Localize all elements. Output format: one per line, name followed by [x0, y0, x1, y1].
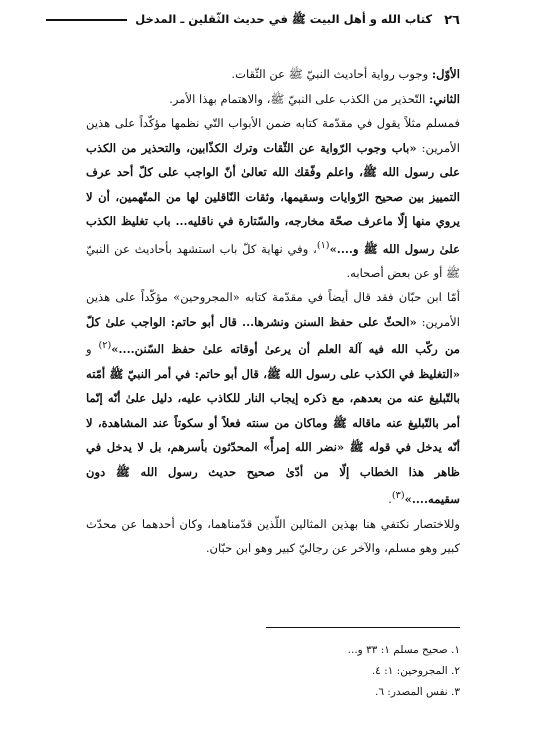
footnote-ref-3: (٣) — [391, 490, 405, 502]
paragraph-muslim — [86, 111, 460, 285]
header-rule — [46, 19, 127, 21]
paragraph-first-point — [86, 62, 460, 87]
quotation: «باب وجوب الرّواية عن الثّقات وترك الكذّابين، والتحذير من الكذب على رسول الله ﷺ، واعلم وفّقك الله تعالىٰ أنّ الواجب على كلّ أحد عرف التمييز بين صحيح الرّوايات وسقيمها، وثقات النّاقلين لها من المتّهمين، أن لا يروي منها إلّا ماعرف صحّة مخارجه، والسّتارة في ناقليه... باب تغليظ الكذب علىٰ رسول الله ﷺ و....» — [86, 140, 460, 256]
point-label-first: الأوّل: — [431, 67, 460, 81]
running-header — [38, 10, 460, 30]
footnote-ref-1: (١) — [316, 239, 330, 251]
footnote-3: ٣. نفس المصدر: ٦. — [374, 686, 460, 698]
paragraph-intro: فمسلم مثلاً يقول في مقدّمة كتابه ضمن الأبواب التّي نظمها مؤكّداً على هذين الأمرين: — [86, 116, 460, 155]
paragraph-conclusion: وللاختصار نكتفي هنا بهذين المثالين اللّذين قدّمناهما، وكان أحدهما عن محدّث كبير وهو مسلم، والآخر عن رجاليّ كبير وهو ابن حبّان. — [86, 516, 460, 556]
running-title: كتاب الله و أهل البيت ﷺ في حديث الثّقلين ـ المدخل — [135, 11, 433, 26]
paragraph-ibn-hibban — [86, 285, 460, 511]
footnotes — [86, 640, 460, 703]
main-text — [86, 62, 460, 561]
footnote-1: ١. صحيح مسلم ١: ٣٣ و... — [347, 644, 460, 656]
quotation: «التغليظ في الكذب على رسول الله ﷺ، قال أبو حاتم: في أمر النبيّ ﷺ أمّته بالتّبليغ عنه من بعدهم، مع ذكره إيجاب النار للكاذب عليه، دليل علىٰ أنّه إنّما أمر بالتّبليغ عنه ماقاله ﷺ وماكان من سنته فعلاً أو سكوتاً عند المشاهدة، لا أنّه يدخل في قوله ﷺ «نضر الله إمرأً» المحدّثون بأسرهم، بل لا يدخل في ظاهر هذا الخطاب إلّا من أدّىٰ صحيح حديث رسول الله ﷺ دون سقيمه....» — [86, 366, 460, 507]
point-text-first: وجوب رواية أحاديث النبيّ ﷺ عن الثّقات. — [231, 67, 432, 81]
page-number: ٢٦ — [444, 12, 460, 28]
paragraph-intro: أمّا ابن حبّان فقد قال أيضاً في مقدّمة كتابه «المجروحين» مؤكّداً على هذين الأمرين: — [86, 290, 460, 329]
paragraph-end: . — [388, 492, 392, 507]
paragraph-second-point — [86, 87, 460, 112]
paragraph-end: ، وفي نهاية كلّ باب استشهد بأحاديث عن النبيّ ﷺ أو عن بعض أصحابه. — [86, 241, 460, 280]
point-text-second: التّحذير من الكذب على النبيّ ﷺ، والاهتمام بهذا الأمر. — [169, 91, 430, 106]
footnote-2: ٢. المجروحين: ١: ٤. — [371, 665, 460, 677]
point-label-second: الثاني: — [429, 91, 460, 106]
connector-text: و — [86, 342, 99, 357]
footnote-separator — [266, 627, 460, 628]
footnote-ref-2: (٢) — [98, 340, 112, 352]
quotation: «الحثّ على حفظ السنن ونشرها... قال أبو حاتم: الواجب علىٰ كلّ من ركّب الله فيه آلة العلم أن يرعىٰ أوقاته علىٰ حفظ السّنن....» — [86, 314, 460, 357]
